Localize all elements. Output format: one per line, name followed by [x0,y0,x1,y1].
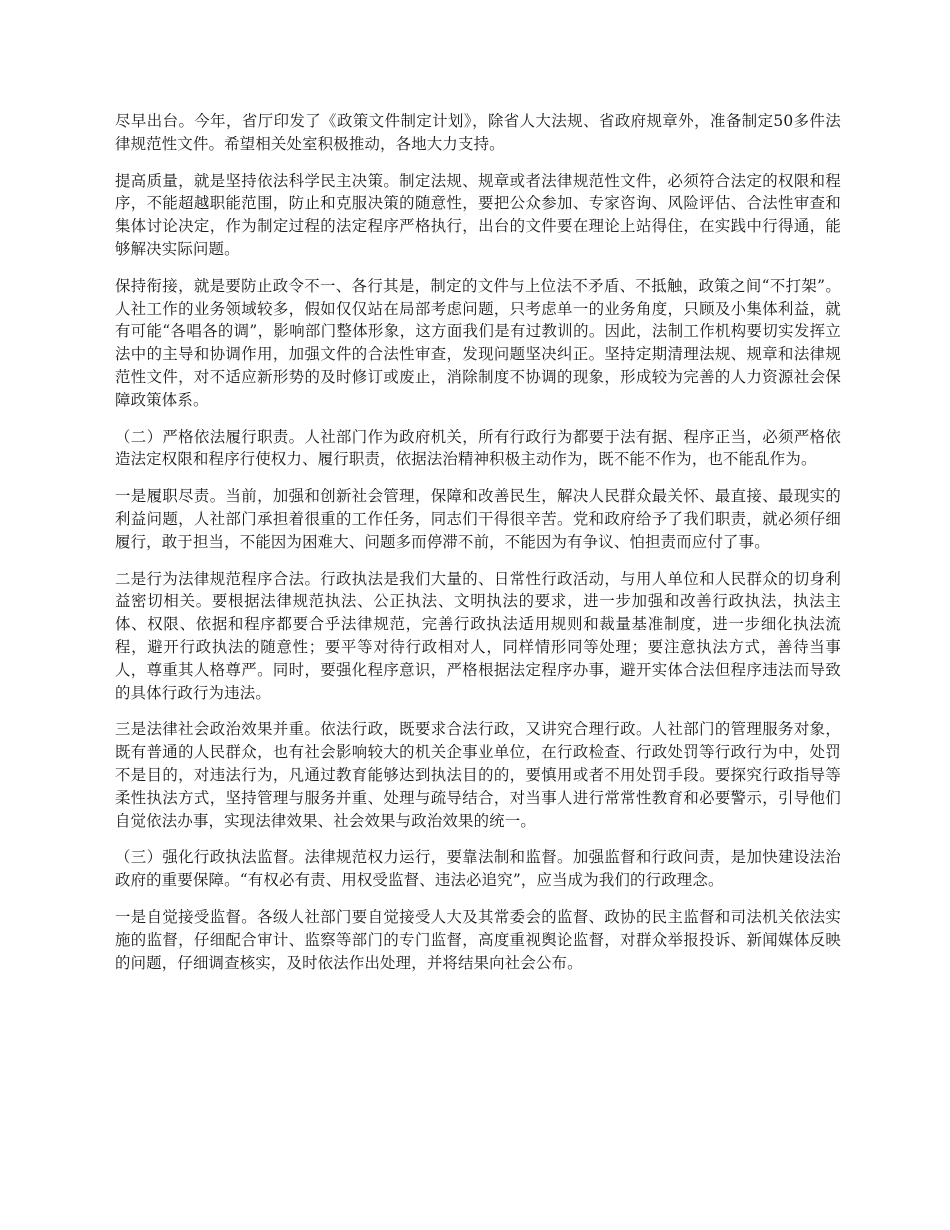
paragraph-3: 保持衔接，就是要防止政令不一、各行其是，制定的文件与上位法不矛盾、不抵触，政策之间“不打架”。人社工作的业务领域较多，假如仅仅站在局部考虑问题，只考虑单一的业务角度，只顾及小集体利益，就有可能“各唱各的调”，影响部门整体形象，这方面我们是有过教训的。因此，法制工作机构要切实发挥立法中的主导和协调作用，加强文件的合法性审查，发现问题坚决纠正。坚持定期清理法规、规章和法律规范性文件，对不适应新形势的及时修订或废止，消除制度不协调的现象，形成较为完善的人力资源社会保障政策体系。 [115,276,841,409]
paragraph-6: 二是行为法律规范程序合法。行政执法是我们大量的、日常性行政活动，与用人单位和人民群众的切身利益密切相关。要根据法律规范执法、公正执法、文明执法的要求，进一步加强和改善行政执法，执法主体、权限、依据和程序都要合乎法律规范，完善行政执法适用规则和裁量基准制度，进一步细化执法流程，避开行政执法的随意性；要平等对待行政相对人，同样情形同等处理；要注意执法方式，善待当事人，尊重其人格尊严。同时，要强化程序意识，严格根据法定程序办事，避开实体合法但程序违法而导致的具体行政行为违法。 [115,569,841,702]
paragraph-4: （二）严格依法履行职责。人社部门作为政府机关，所有行政行为都要于法有据、程序正当，必须严格依造法定权限和程序行使权力、履行职责，依据法治精神积极主动作为，既不能不作为，也不能乱作为。 [115,427,841,469]
paragraph-5: 一是履职尽责。当前，加强和创新社会管理，保障和改善民生，解决人民群众最关怀、最直接、最现实的利益问题，人社部门承担着很重的工作任务，同志们干得很辛苦。党和政府给予了我们职责，就必须仔细履行，敢于担当，不能因为困难大、问题多而停滞不前，不能因为有争议、怕担责而应付了事。 [115,487,841,551]
paragraph-1: 尽早出台。今年，省厅印发了《政策文件制定计划》，除省人大法规、省政府规章外，准备制定50多件法律规范性文件。希望相关处室积极推动，各地大力支持。 [115,112,841,153]
document-page [115,110,841,988]
paragraph-8: （三）强化行政执法监督。法律规范权力运行，要靠法制和监督。加强监督和行政问责，是加快建设法治政府的重要保障。“有权必有责、用权受监督、违法必追究”，应当成为我们的行政理念。 [115,848,841,890]
paragraph-9: 一是自觉接受监督。各级人社部门要自觉接受人大及其常委会的监督、政协的民主监督和司法机关依法实施的监督，仔细配合审计、监察等部门的专门监督，高度重视舆论监督，对群众举报投诉、新闻媒体反映的问题，仔细调查核实，及时依法作出处理，并将结果向社会公布。 [115,907,841,972]
paragraph-2: 提高质量，就是坚持依法科学民主决策。制定法规、规章或者法律规范性文件，必须符合法定的权限和程序，不能超越职能范围，防止和克服决策的随意性，要把公众参加、专家咨询、风险评估、合法性审查和集体讨论决定，作为制定过程的法定程序严格执行，出台的文件要在理论上站得住，在实践中行得通，能够解决实际问题。 [115,171,841,258]
paragraph-7: 三是法律社会政治效果并重。依法行政，既要求合法行政，又讲究合理行政。人社部门的管理服务对象，既有普通的人民群众，也有社会影响较大的机关企事业单位，在行政检查、行政处罚等行政行为中，处罚不是目的，对违法行为，凡通过教育能够达到执法目的的，要慎用或者不用处罚手段。要探究行政指导等柔性执法方式，坚持管理与服务并重、处理与疏导结合，对当事人进行常常性教育和必要警示，引导他们自觉依法办事，实现法律效果、社会效果与政治效果的统一。 [115,720,841,830]
